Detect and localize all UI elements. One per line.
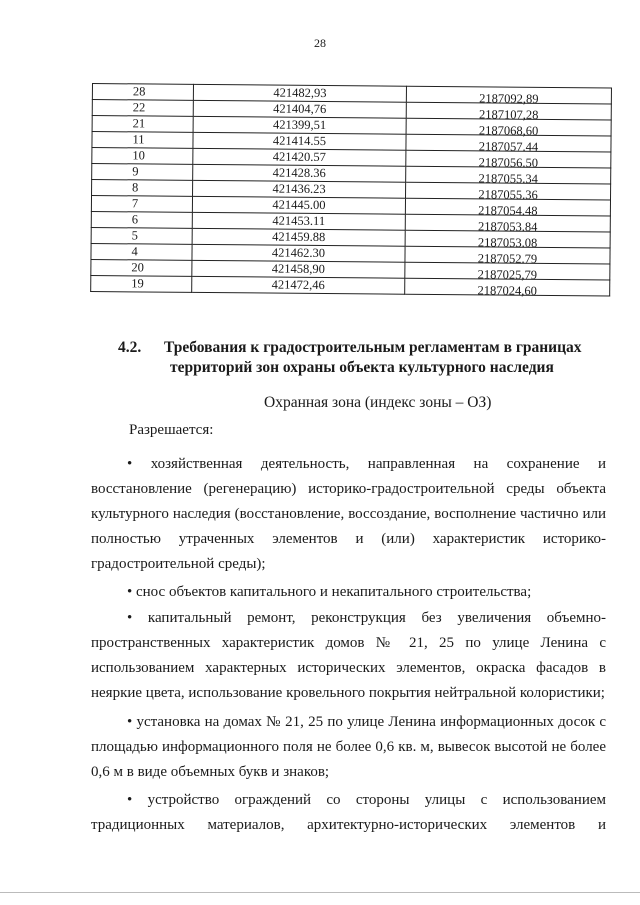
- point-number-cell: 28: [92, 84, 193, 101]
- y-coordinate-cell: 2187055.36: [406, 182, 611, 200]
- point-number-cell: 21: [92, 116, 193, 133]
- y-coordinate-cell: 2187024,60: [405, 278, 610, 296]
- page-number: 28: [314, 36, 326, 50]
- x-coordinate-cell: 421482,93: [193, 84, 406, 102]
- point-number-cell: 9: [92, 164, 193, 181]
- y-coordinate-cell: 2187057.44: [406, 134, 611, 152]
- x-coordinate-cell: 421436.23: [193, 180, 406, 198]
- point-number-cell: 6: [91, 211, 192, 228]
- y-coordinate-cell: 2187092,89: [406, 86, 611, 104]
- x-coordinate-cell: 421462.30: [192, 244, 405, 262]
- y-coordinate-cell: 2187107,28: [406, 102, 611, 120]
- section-title-line-1: Требования к градостроительным регламентам в границах: [164, 339, 582, 356]
- point-number-cell: 7: [91, 196, 192, 213]
- x-coordinate-cell: 421445.00: [192, 196, 405, 214]
- zone-title: Охранная зона (индекс зоны – ОЗ): [264, 394, 492, 411]
- point-number-cell: 11: [92, 132, 193, 149]
- x-coordinate-cell: 421428.36: [193, 164, 406, 182]
- section-title-line-2: территорий зон охраны объекта культурного наследия: [170, 359, 554, 376]
- point-number-cell: 10: [92, 148, 193, 165]
- intro-text: Разрешается:: [129, 422, 214, 438]
- x-coordinate-cell: 421414.55: [193, 132, 406, 150]
- point-number-cell: 8: [92, 180, 193, 197]
- x-coordinate-cell: 421453.11: [192, 212, 405, 230]
- list-item: • хозяйственная деятельность, направленная на сохранение и восстановление (регенерацию) историко-градостроительной среды объекта культурного наследия (восстановление, воссоздание, восполнение частично или полностью утраченных элементов и (или) характеристик историко-градостроительной среды);: [91, 456, 606, 572]
- point-number-cell: 5: [91, 227, 192, 244]
- coordinates-table: [90, 83, 612, 297]
- y-coordinate-cell: 2187052.79: [405, 246, 610, 264]
- point-number-cell: 22: [92, 100, 193, 117]
- y-coordinate-cell: 2187053.08: [405, 230, 610, 248]
- y-coordinate-cell: 2187054.48: [405, 198, 610, 216]
- y-coordinate-cell: 2187068,60: [406, 118, 611, 136]
- scan-edge-line: [0, 892, 640, 893]
- x-coordinate-cell: 421404,76: [193, 100, 406, 118]
- y-coordinate-cell: 2187055.34: [406, 166, 611, 184]
- y-coordinate-cell: 2187025,79: [405, 262, 610, 280]
- x-coordinate-cell: 421459.88: [192, 228, 405, 246]
- x-coordinate-cell: 421420.57: [193, 148, 406, 166]
- section-number: 4.2.: [118, 339, 142, 356]
- x-coordinate-cell: 421399,51: [193, 116, 406, 134]
- point-number-cell: 20: [91, 259, 192, 276]
- list-item: • снос объектов капитального и некапитального строительства;: [127, 584, 532, 600]
- y-coordinate-cell: 2187053.84: [405, 214, 610, 232]
- y-coordinate-cell: 2187056.50: [406, 150, 611, 168]
- point-number-cell: 19: [91, 275, 192, 292]
- x-coordinate-cell: 421472,46: [192, 276, 405, 294]
- point-number-cell: 4: [91, 243, 192, 260]
- list-item: • капитальный ремонт, реконструкция без увеличения объемно-пространственных характеристик домов № 21, 25 по улице Ленина с использованием характерных исторических элементов, окраска фасадов в неяркие цвета, использование кровельного покрытия нейтральной колористики;: [91, 610, 606, 701]
- list-item: • установка на домах № 21, 25 по улице Ленина информационных досок с площадью информационного поля не более 0,6 кв. м, вывесок высотой не более 0,6 м в виде объемных букв и знаков;: [91, 714, 606, 780]
- list-item: • устройство ограждений со стороны улицы с использованием традиционных материалов, архитектурно-исторических элементов и: [91, 792, 606, 833]
- x-coordinate-cell: 421458,90: [192, 260, 405, 278]
